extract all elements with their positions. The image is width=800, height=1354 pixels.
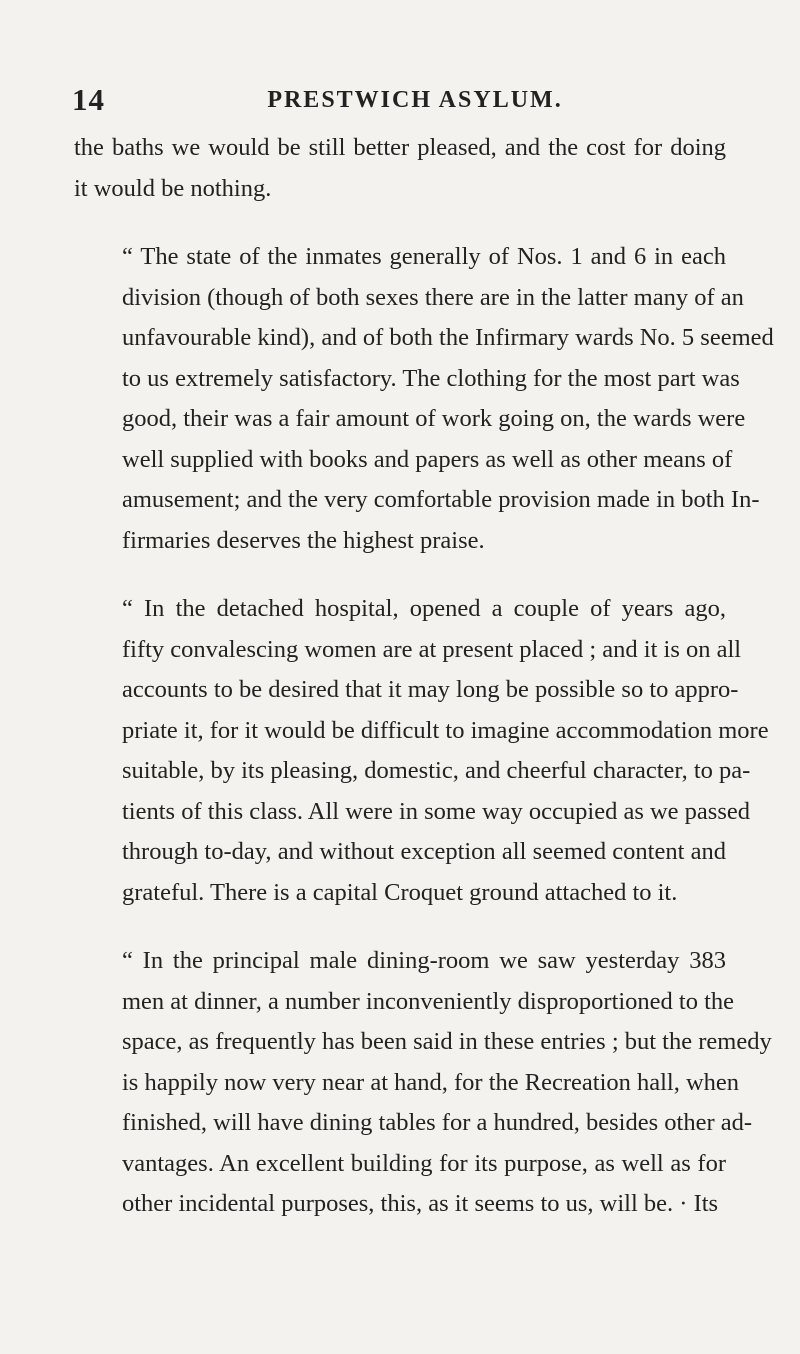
text-line: space, as frequently has been said in these entries ; but the remedy <box>122 1028 772 1055</box>
text-line: “ In the principal male dining-room we saw yesterday 383 <box>122 947 726 974</box>
text-line: amusement; and the very comfortable provision made in both In- <box>122 486 760 513</box>
paragraph <box>74 589 769 913</box>
text-line: suitable, by its pleasing, domestic, and cheerful character, to pa- <box>122 757 751 784</box>
text-line: through to-day, and without exception all seemed content and <box>122 838 726 865</box>
text-line: grateful. There is a capital Croquet ground attached to it. <box>122 878 678 906</box>
text-line: men at dinner, a number inconveniently disproportioned to the <box>122 987 735 1015</box>
text-line: the baths we would be still better pleased, and the cost for doing <box>74 134 726 161</box>
text-line: fifty convalescing women are at present placed ; and it is on all <box>122 635 742 663</box>
text-line: to us extremely satisfactory. The clothing for the most part was <box>122 364 740 392</box>
text-line: vantages. An excellent building for its purpose, as well as for <box>122 1149 726 1177</box>
text-line: firmaries deserves the highest praise. <box>122 526 485 554</box>
running-title: PRESTWICH ASYLUM. <box>267 87 563 113</box>
text-line: tients of this class. All were in some way occupied as we passed <box>122 797 751 825</box>
paragraph <box>74 128 726 209</box>
page-number: 14 <box>72 82 105 117</box>
text-line: other incidental purposes, this, as it seems to us, will be. · Its <box>122 1190 719 1217</box>
text-line: it would be nothing. <box>74 174 272 202</box>
text-line: unfavourable kind), and of both the Infirmary wards No. 5 seemed <box>122 324 774 351</box>
text-line: well supplied with books and papers as well as other means of <box>122 445 733 473</box>
text-line: accounts to be desired that it may long be possible so to appro- <box>122 676 739 703</box>
text-line: finished, will have dining tables for a hundred, besides other ad- <box>122 1109 753 1136</box>
text-line: division (though of both sexes there are in the latter many of an <box>122 283 744 311</box>
body-text <box>74 128 774 1225</box>
paragraph <box>74 941 772 1225</box>
text-line: “ The state of the inmates generally of Nos. 1 and 6 in each <box>122 243 726 270</box>
text-line: good, their was a fair amount of work going on, the wards were <box>122 405 746 432</box>
text-line: “ In the detached hospital, opened a couple of years ago, <box>122 595 726 622</box>
paragraph <box>74 237 774 561</box>
text-line: is happily now very near at hand, for the Recreation hall, when <box>122 1068 740 1096</box>
text-line: priate it, for it would be difficult to imagine accommodation more <box>122 716 769 744</box>
